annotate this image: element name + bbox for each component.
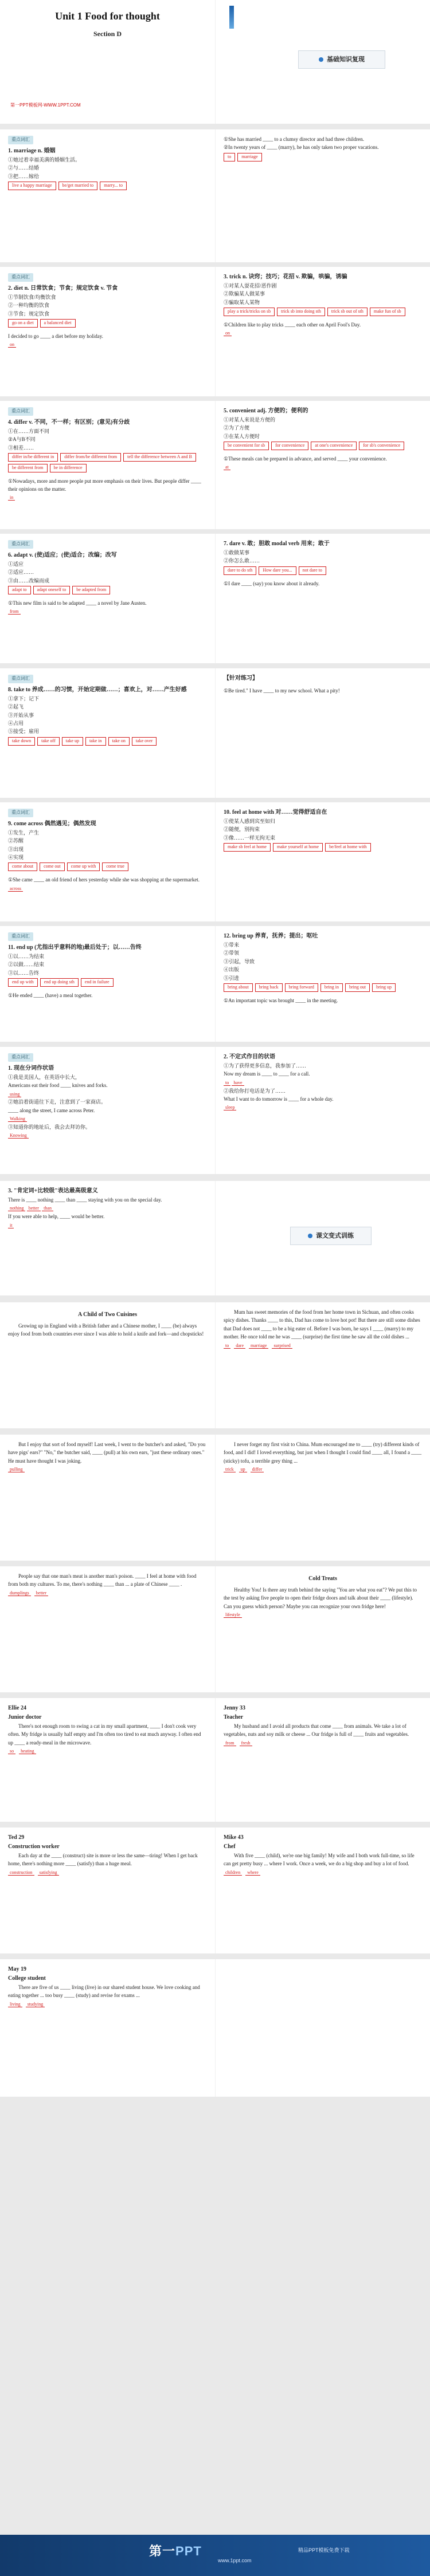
text-slide-3 xyxy=(0,1566,430,1692)
answer-box: dare to do sth xyxy=(224,566,256,575)
vocab-word: 8. take to 养成……的习惯，开始定期做……；喜欢上，对……产生好感 xyxy=(8,686,187,693)
note-left xyxy=(0,1181,215,1295)
practice-answer: on xyxy=(8,342,16,348)
vocab-phrase: ①拿下；记下 xyxy=(8,695,40,702)
answer-box: for convenience xyxy=(271,442,308,450)
answer-box: marriage xyxy=(237,153,261,162)
practice-sentence: ①Nowadays, more and more people put more emphasis on their lives. But people differ ____ their opinions on the matter. xyxy=(8,478,201,492)
text-left xyxy=(0,1959,215,2097)
vocab-phrase: ①对某人耍花招/恶作剧 xyxy=(224,283,277,289)
answer-blank: dumplings xyxy=(8,1590,31,1596)
vocab-phrase: ④实现 xyxy=(8,854,24,860)
practice-sentence: ①These meals can be prepared in advance, and served ____ your convenience. xyxy=(224,455,387,462)
practice-answer: across xyxy=(8,886,23,892)
text-heading: Cold Treats xyxy=(308,1575,337,1582)
text-slide-4 xyxy=(0,1698,430,1822)
answer-box: end in failure xyxy=(81,978,114,987)
vocab-phrase: ①She has married ____ to a clumsy director and had three children. xyxy=(224,136,364,142)
vocab-word: 1. marriage n. 婚姻 xyxy=(8,147,56,154)
answer-blank: trick xyxy=(224,1467,236,1472)
practice-answer: from xyxy=(8,609,21,615)
vocab-phrase: ①带来 xyxy=(224,942,240,948)
vocab-word: 12. bring up 养育，抚养；提出；呕吐 xyxy=(224,933,318,939)
vocab-word: 5. convenient adj. 方便的；便利的 xyxy=(224,408,308,414)
answer-blank: studying xyxy=(26,2002,45,2007)
answer-box: make sb feel at home xyxy=(224,843,271,852)
sentence-left-line-5: ③知道你的地址后，我会去拜访你。 xyxy=(8,1124,91,1130)
text-left xyxy=(0,1698,215,1822)
practice-title: 【针对练习】 xyxy=(224,675,258,682)
answer-box: end up with xyxy=(8,978,38,987)
answer-nothing: nothing xyxy=(8,1206,25,1211)
answer-box: bring in xyxy=(320,983,343,992)
text-slide-2 xyxy=(0,1435,430,1561)
text-slide-1 xyxy=(0,1302,430,1428)
text-right xyxy=(215,1435,430,1561)
vocab-word: 2. diet n. 日常饮食；节食；规定饮食 v. 节食 xyxy=(8,285,118,292)
vocab-word: 3. trick n. 诀窍；技巧；花招 v. 欺骗，哄骗，诱骗 xyxy=(224,274,347,280)
answer-box: make yourself at home xyxy=(273,843,323,852)
answer-box: at one's convenience xyxy=(311,442,357,450)
vocab-phrase: ③出现 xyxy=(8,846,24,852)
answer-box: differ from/be different from xyxy=(60,453,121,462)
vocab-phrase: ③骗取某人某物 xyxy=(224,299,260,305)
vocab-phrase: ④出版 xyxy=(224,967,240,973)
vocab-phrase: ②随便，别拘束 xyxy=(224,826,260,833)
answer-box: live a happy marriage xyxy=(8,182,56,190)
text-heading: Chef xyxy=(224,1844,236,1850)
answer-box: bring forward xyxy=(285,983,318,992)
practice-sentence: ①I dare ____ (say) you know about it already. xyxy=(224,580,320,586)
vocab-word: 11. end up (尤指出乎意料的地)最后处于；以……告终 xyxy=(8,944,142,951)
vocab-phrase: ③把……嫁给 xyxy=(8,173,40,179)
answer-box: bring about xyxy=(224,983,253,992)
vocab-slide-3 xyxy=(0,401,430,529)
sentence-right-line-2: Now my dream is ____ to ____ for a call. xyxy=(224,1071,310,1077)
vocab-slide-5 xyxy=(0,668,430,798)
vocab-phrase: ②你怎么敢…… xyxy=(224,558,260,564)
sentence-right-line-4: What I want to do tomorrow is ____ for a whole day. xyxy=(224,1096,334,1102)
answer-box: for sb's convenience xyxy=(359,442,404,450)
title-slide-left xyxy=(0,0,215,124)
text-paragraph: There are five of us ____ living (live) in our shared student house. We love cooking and eating together ... too busy ____ (study) and revise for exams ... xyxy=(8,1984,200,1999)
key-points-tag: 重点词汇 xyxy=(8,675,33,683)
sentence-left-line-4: ____ along the street, I came across Peter. xyxy=(8,1107,95,1113)
answer-box: be/feel at home with xyxy=(325,843,371,852)
vocab-phrase: ①节制饮食/均衡饮食 xyxy=(8,294,56,300)
vocab-slide-7 xyxy=(0,926,430,1042)
answer-box: be/get married to xyxy=(58,182,98,190)
answer-blank: lifestyle xyxy=(224,1612,242,1618)
answer-box: come out xyxy=(40,862,65,871)
text-paragraph: I never forget my first visit to China. Mum encouraged me to ____ (try) different kinds of food, and I did! I loved everything, but just when I thought I could find ____ all, I found a ____ (sticky) tofu, a terrible grey thing ... xyxy=(224,1441,422,1464)
answer-blank: so xyxy=(8,1748,15,1754)
practice-sentence: ①Be tired." I have ____ to my new school. What a pity! xyxy=(224,688,340,694)
answer-blank: differ xyxy=(251,1467,264,1472)
answer-box: adapt oneself to xyxy=(33,586,71,594)
sentence-right xyxy=(215,1047,430,1174)
vocab-phrase: ⑤引进 xyxy=(224,975,240,981)
answer-box: bring back xyxy=(255,983,283,992)
vocab-phrase: ②与……结婚 xyxy=(8,165,40,171)
text-left xyxy=(0,1435,215,1561)
answer-box: be different from xyxy=(8,464,48,472)
text-slide-5 xyxy=(0,1827,430,1953)
sentence-slide-2 xyxy=(0,1181,430,1295)
vocab-left xyxy=(0,802,215,921)
basic-review-label: 基础知识复现 xyxy=(298,50,385,69)
vocab-right xyxy=(215,668,430,798)
key-points-tag: 重点词汇 xyxy=(8,1053,33,1062)
practice-sentence: ①An important topic was brought ____ in the meeting. xyxy=(224,997,338,1003)
answer-blank: pulling xyxy=(8,1467,25,1472)
vocab-left xyxy=(0,534,215,663)
answer-sleep: sleep xyxy=(224,1105,236,1110)
vocab-phrase: ④占用 xyxy=(8,720,24,726)
vocab-phrase: ②In twenty years of ____ (marry), he has only taken two proper vacations. xyxy=(224,144,379,151)
text-heading: Mike 43 xyxy=(224,1834,244,1841)
answer-walking: Walking xyxy=(8,1116,27,1122)
text-heading: May 19 xyxy=(8,1966,26,1972)
answer-box: take on xyxy=(108,737,130,746)
vocab-phrase: ②苏醒 xyxy=(8,838,24,844)
vocab-phrase: ③由……改编而成 xyxy=(8,577,50,584)
sentence-left xyxy=(0,1047,215,1174)
answer-box: How dare you... xyxy=(259,566,296,575)
vocab-phrase: ②以做……结束 xyxy=(8,962,45,968)
vocab-slide-6 xyxy=(0,802,430,921)
answer-blank: fresh xyxy=(240,1740,252,1746)
vocab-phrase: ①发生，产生 xyxy=(8,829,40,836)
text-heading: Jenny 33 xyxy=(224,1705,246,1711)
vocab-phrase: ①适应 xyxy=(8,561,24,567)
key-points-tag: 重点词汇 xyxy=(8,540,33,549)
vocab-right xyxy=(215,534,430,663)
vocab-left xyxy=(0,401,215,529)
vocab-phrase: ①对某人来说是方便的 xyxy=(224,417,276,423)
bullet-icon xyxy=(319,57,323,62)
answer-than: than xyxy=(42,1206,53,1211)
text-paragraph: People say that one man's meat is another man's poison. ____ I feel at home with food from both my cultures. To me, there's nothing ____ than ... a plate of Chinese ____ . xyxy=(8,1573,197,1588)
key-points-tag: 重点词汇 xyxy=(8,809,33,817)
practice-sentence: ①She came ____ an old friend of hers yesterday while she was shopping at the supermarket. xyxy=(8,877,200,883)
vocab-phrase: ③引起，导致 xyxy=(224,958,255,964)
answer-box: be convenient for sb xyxy=(224,442,269,450)
answer-blank: children xyxy=(224,1870,242,1876)
vocab-phrase: ②欺骗某人做某事 xyxy=(224,291,265,297)
answer-better: better xyxy=(27,1206,41,1211)
unit-title: Unit 1 Food for thought xyxy=(55,10,160,22)
vocab-slide-1 xyxy=(0,129,430,262)
vocab-phrase: ②适应…… xyxy=(8,569,34,576)
footer-url: www.1ppt.com xyxy=(218,2558,252,2563)
text-heading: A Child of Two Cuisines xyxy=(78,1311,137,1318)
answer-to: to xyxy=(224,1080,230,1086)
answer-it: it xyxy=(8,1223,14,1228)
answer-box: come up with xyxy=(67,862,100,871)
vocab-phrase: ②起飞 xyxy=(8,704,24,710)
text-heading: College student xyxy=(8,1975,46,1982)
answer-box: be adapted from xyxy=(72,586,110,594)
key-points-tag: 重点词汇 xyxy=(8,136,33,144)
vocab-left xyxy=(0,129,215,262)
footer-brand: 第一PPT xyxy=(149,2544,202,2558)
answer-blank: better xyxy=(34,1590,48,1596)
practice-answer: on xyxy=(224,330,232,336)
note-title: 3. "肯定词+比较级"表达最高级意义 xyxy=(8,1188,98,1194)
vocab-left xyxy=(0,668,215,798)
vocab-phrase: ①在……方面不同 xyxy=(8,428,50,434)
sentence-left-line-3: ②她沿着街道往下走，注意到了一家商店。 xyxy=(8,1099,107,1105)
vocab-slide-2 xyxy=(0,267,430,396)
vocab-right xyxy=(215,802,430,921)
answer-box: come about xyxy=(8,862,37,871)
vocab-phrase: ②为了方便 xyxy=(224,425,250,431)
answer-blank: heating xyxy=(19,1748,36,1754)
ppt-footer xyxy=(0,2535,430,2576)
answer-box: bring out xyxy=(345,983,370,992)
text-paragraph: There's not enough room to swing a cat in my small apartment, ____ I don't cook very often. My fridge is usually half empty and I'm often too tired to eat much anyway. I often end up ____ a ready-meal in the microwave. xyxy=(8,1723,201,1746)
answer-box: marry... to xyxy=(100,182,127,190)
answer-box: bring up xyxy=(372,983,396,992)
answer-box: to xyxy=(224,153,235,162)
answer-using: using xyxy=(8,1092,21,1097)
text-left xyxy=(0,1302,215,1428)
practice-sentence: ①He ended ____ (have) a meal together. xyxy=(8,992,93,998)
practice-sentence: ①This new film is said to be adapted ____ a novel by Jane Austen. xyxy=(8,600,147,606)
answer-box: make fun of sb xyxy=(370,308,405,316)
answer-box: take over xyxy=(132,737,157,746)
text-heading: Ellie 24 xyxy=(8,1705,26,1711)
vocab-phrase: ③开始从事 xyxy=(8,712,34,718)
answer-box: go on a diet xyxy=(8,319,38,328)
answer-box: play a trick/tricks on sb xyxy=(224,308,275,316)
sentence-slide-1 xyxy=(0,1047,430,1174)
vocab-right xyxy=(215,401,430,529)
vocab-right xyxy=(215,926,430,1042)
sentence-left-line-2: Americans eat their food ____ knives and forks. xyxy=(8,1082,108,1089)
vocab-phrase: ③以……告终 xyxy=(8,970,40,976)
text-left xyxy=(0,1827,215,1953)
text-paragraph: Growing up in England with a British father and a Chinese mother, I ____ (be) always enjoy food from both countries ever since I was able to hold a knife and fork—and chopsticks! xyxy=(8,1323,204,1337)
sentence-right-line-3: ②我给你打电话是为了…… xyxy=(224,1088,286,1094)
vocab-phrase: ③在某人方便时 xyxy=(224,433,260,439)
key-points-tag: 重点词汇 xyxy=(8,932,33,941)
vocab-right xyxy=(215,267,430,396)
vocab-phrase: ①使某人感到宾至如归 xyxy=(224,818,276,824)
vocab-phrase: ①以……为结束 xyxy=(8,953,45,959)
text-paragraph: With five ____ (child), we're one big family! My wife and I both work full-time, so life can get pretty busy ... where I work. Once a week, we do a big shop and buy a lot of food. xyxy=(224,1853,415,1867)
answer-blank: living xyxy=(8,2002,22,2007)
answer-have: have xyxy=(232,1080,244,1086)
vocab-right xyxy=(215,129,430,262)
text-right xyxy=(215,1698,430,1822)
text-right xyxy=(215,1566,430,1692)
answer-blank: marriage xyxy=(249,1343,268,1349)
text-right xyxy=(215,1959,430,2097)
vocab-word: 10. feel at home with 对……觉得舒适自在 xyxy=(224,809,327,816)
vocab-phrase: ②带领 xyxy=(224,950,240,956)
text-heading: Junior doctor xyxy=(8,1714,42,1720)
note-line-1: There is ____ nothing ____ than ____ staying with you on the special day. xyxy=(8,1197,162,1203)
vocab-phrase: ②一种均衡的饮食 xyxy=(8,302,50,309)
answer-box: differ in/be different in xyxy=(8,453,58,462)
vocab-word: 4. differ v. 不同，不一样；有区别；(意见)有分歧 xyxy=(8,419,130,426)
answer-blank: surprised xyxy=(272,1343,292,1349)
site-logo-text: 第一PPT模板网-WWW.1PPT.COM xyxy=(10,103,81,108)
answer-box: be in difference xyxy=(50,464,87,472)
answer-box: adapt to xyxy=(8,586,31,594)
practice-sentence: ①Children like to play tricks ____ each other on April Fool's Day. xyxy=(224,321,361,328)
footer-slogan: 精品PPT模板免费下载 xyxy=(298,2547,350,2553)
answer-blank: where xyxy=(245,1870,260,1876)
practice-sentence: I decided to go ____ a diet before my holiday. xyxy=(8,333,103,339)
vocab-word: 7. dare v. 敢；胆敢 modal verb 用来；敢于 xyxy=(224,541,330,547)
vocab-left xyxy=(0,267,215,396)
answer-blank: to xyxy=(224,1343,230,1349)
key-points-tag: 重点词汇 xyxy=(8,273,33,282)
vocab-phrase: ⑤接受；雇用 xyxy=(8,728,40,735)
note-right xyxy=(215,1181,430,1295)
text-heading: Ted 29 xyxy=(8,1834,25,1841)
answer-box: end up doing sth xyxy=(40,978,79,987)
title-slide xyxy=(0,0,430,124)
text-practice-banner: 课文变式训练 xyxy=(290,1227,372,1245)
key-points-tag: 重点词汇 xyxy=(8,407,33,416)
note-line-2: If you were able to help, ____ would be better. xyxy=(8,1214,105,1220)
text-paragraph: Healthy You! Is there any truth behind the saying "You are what you eat"? We put this to the test by asking five people to open their fridge doors and talk about their ____ (lifestyle). Can you guess which person? Maybe you can recognize your own fridge here! xyxy=(224,1587,417,1609)
bullet-icon xyxy=(308,1234,312,1238)
vocab-phrase: ③像……一样无拘无束 xyxy=(224,834,276,841)
answer-blank: from xyxy=(224,1740,236,1746)
vocab-word: 9. come across 偶然遇见；偶然发现 xyxy=(8,820,96,827)
answer-knowing: Knowing xyxy=(8,1133,29,1139)
vocab-phrase: ②A与B不同 xyxy=(8,436,36,443)
practice-answer: in xyxy=(8,495,15,501)
answer-box: take up xyxy=(62,737,83,746)
vocab-left xyxy=(0,926,215,1042)
answer-box: trick sb into doing sth xyxy=(277,308,325,316)
answer-blank: up xyxy=(239,1467,247,1472)
practice-answer: at xyxy=(224,464,230,470)
vocab-slide-4 xyxy=(0,534,430,663)
vocab-phrase: ③节食；规定饮食 xyxy=(8,310,50,317)
answer-blank: construction xyxy=(8,1870,34,1876)
vocab-word: 6. adapt v. (使)适应；(使)适合；改编；改写 xyxy=(8,552,117,558)
answer-blank: satisfying xyxy=(38,1870,59,1876)
sentence-left-title: 1. 现在分词作状语 xyxy=(8,1065,54,1072)
answer-box: take in xyxy=(85,737,106,746)
text-paragraph: Each day at the ____ (construct) site is more or less the same—tiring! When I get back home, there's nothing more ____ (satisfy) than a huge meal. xyxy=(8,1853,198,1867)
text-left xyxy=(0,1566,215,1692)
text-paragraph: Mum has sweet memories of the food from her home town in Sichuan, and often cooks spicy dishes. Thanks ____ to this, Dad has come to love hot pot! But there are still some dishes that Dad does not ____ to be a big eater of. Before I was born, he says I ____ (marry) to my mother. He once told me he was ____ (surprise) the first time he saw all the cold dishes ... xyxy=(224,1309,420,1340)
vocab-phrase: ①她过着幸福美满的婚姻生活。 xyxy=(8,156,81,163)
answer-box: trick sb out of sth xyxy=(327,308,368,316)
text-paragraph: But I enjoy that sort of food myself! Last week, I went to the butcher's and asked, "Do you have pigs' ears?" "No," the butcher said, ____ (pull) at his own ears, "just these ordinary ones." He must have thought I was joking. xyxy=(8,1441,206,1464)
answer-box: tell the difference between A and B xyxy=(123,453,196,462)
answer-box: come true xyxy=(102,862,128,871)
text-heading: Teacher xyxy=(224,1714,244,1720)
accent-bar xyxy=(229,6,234,29)
sentence-right-line-1: ①为了获得更多信息，我参加了…… xyxy=(224,1063,307,1069)
answer-box: a balanced diet xyxy=(40,319,76,328)
answer-box: take down xyxy=(8,737,35,746)
answer-blank: dare xyxy=(234,1343,245,1349)
sentence-right-title: 2. 不定式作目的状语 xyxy=(224,1054,275,1060)
vocab-phrase: ③相差…… xyxy=(8,444,34,451)
vocab-phrase: ①敢做某事 xyxy=(224,550,250,556)
answer-box: not dare to xyxy=(299,566,326,575)
text-right xyxy=(215,1827,430,1953)
text-right xyxy=(215,1302,430,1428)
sentence-left-line-1: ①我是美国人，在英语中长大， xyxy=(8,1074,81,1080)
text-paragraph: My husband and I avoid all products that come ____ from animals. We take a lot of vegetables, nuts and soy milk or cheese ... Our fridge is full of ____ fruits and vegetables. xyxy=(224,1723,409,1738)
answer-box: take off xyxy=(37,737,60,746)
section-title: Section D xyxy=(93,30,122,38)
text-heading: Construction worker xyxy=(8,1844,60,1850)
text-slide-6 xyxy=(0,1959,430,2097)
